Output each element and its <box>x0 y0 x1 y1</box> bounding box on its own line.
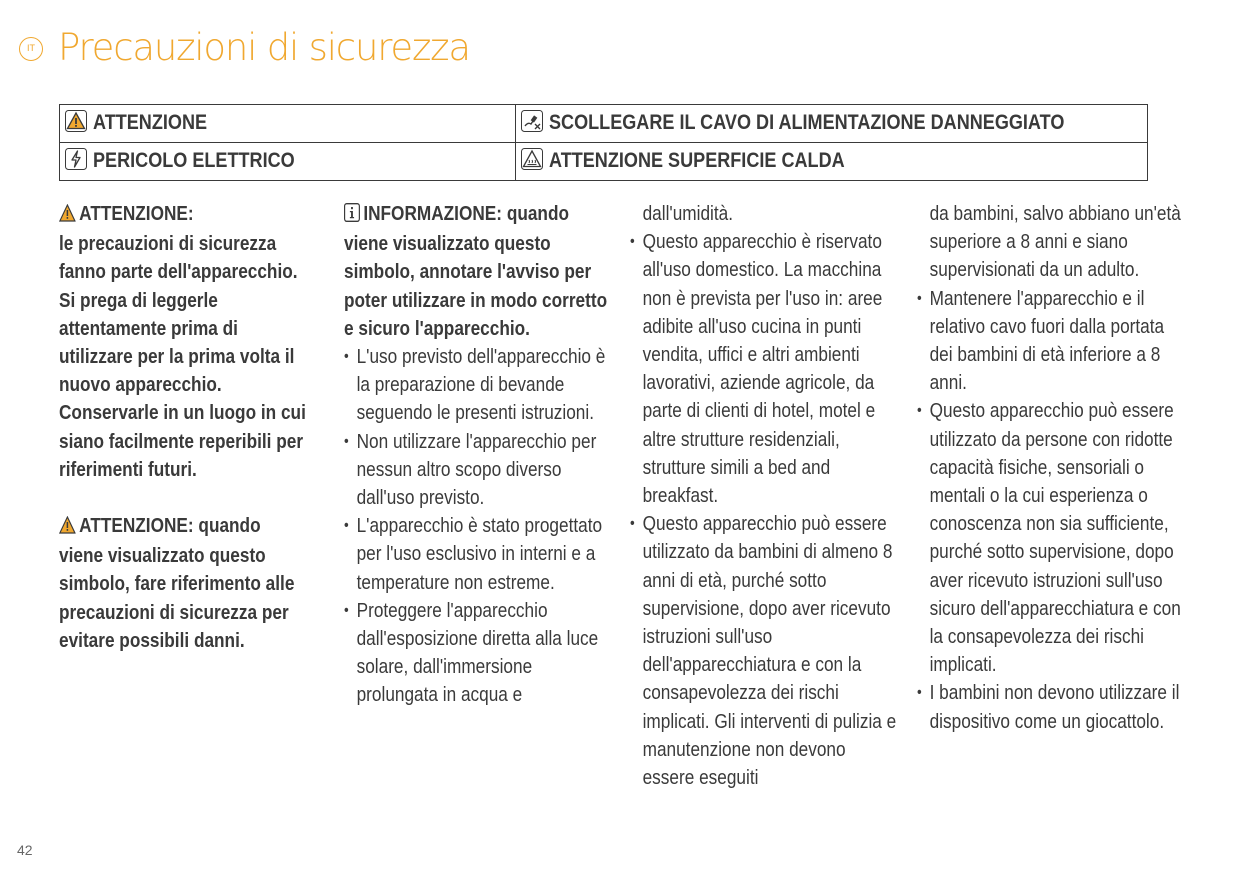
warning-block-1 <box>59 200 309 484</box>
legend-warning <box>60 105 516 143</box>
info-title: INFORMAZIONE: <box>363 202 503 225</box>
legend-row <box>60 143 1148 181</box>
symbol-legend-table <box>59 104 1148 181</box>
warning-triangle-icon <box>59 202 76 230</box>
hot-surface-icon <box>521 148 543 176</box>
continued-text: da bambini, salvo abbiano un'età superiore a 8 anni e siano supervisionati da un adulto. <box>929 202 1181 282</box>
legend-row <box>60 105 1148 143</box>
info-text: quando viene visualizzato questo simbolo, annotare l'avviso per poter utilizzare in modo corretto e sicuro l'apparecchio. <box>344 202 608 340</box>
warning-2-title: ATTENZIONE: <box>79 514 194 538</box>
continued-text: dall'umidità. <box>642 202 733 225</box>
column-1 <box>59 200 309 655</box>
warning-1-title: ATTENZIONE: <box>79 202 194 225</box>
warning-2-text: quando viene visualizzato questo simbolo, fare riferimento alle precauzioni di sicurezza per evitare possibili danni. <box>59 514 295 652</box>
legend-electric-label: PERICOLO ELETTRICO <box>93 148 295 172</box>
list-item: • Questo apparecchio può essere utilizzato da bambini di almeno 8 anni di età, purché sotto supervisione, dopo aver ricevuto istruzioni sull'uso dell'apparecchiatura e con la consapevolezza dei rischi implicati. Gli interventi di pulizia e manutenzione non devono essere eseguiti <box>630 510 900 792</box>
list-item: • Non utilizzare l'apparecchio per nessun altro scopo diverso dall'uso previsto. <box>344 428 616 513</box>
info-block <box>344 200 616 343</box>
warning-block-2 <box>59 512 309 655</box>
list-item: • Proteggere l'apparecchio dall'esposizione diretta alla luce solare, dall'immersione prolungata in acqua e <box>344 597 616 710</box>
page-number: 42 <box>17 842 33 858</box>
warning-triangle-icon <box>65 110 87 138</box>
warning-triangle-icon <box>59 514 76 542</box>
column-4 <box>917 200 1187 736</box>
list-item: • L'uso previsto dell'apparecchio è la preparazione di bevande seguendo le presenti istruzioni. <box>344 343 616 428</box>
list-item: • I bambini non devono utilizzare il dispositivo come un giocattolo. <box>917 679 1187 735</box>
legend-unplug-label: SCOLLEGARE IL CAVO DI ALIMENTAZIONE DANNEGGIATO <box>549 110 1065 134</box>
unplug-cable-icon <box>521 110 543 138</box>
list-item: • Questo apparecchio può essere utilizzato da persone con ridotte capacità fisiche, sensoriali o mentali o la cui esperienza o conoscenza non sia sufficiente, purché sotto supervisione, dopo aver ricevuto istruzioni sull'uso sicuro dell'apparecchiatura e con la consapevolezza dei rischi implicati. <box>917 397 1187 679</box>
column-2 <box>344 200 616 710</box>
legend-electric <box>60 143 516 181</box>
list-item: • Questo apparecchio è riservato all'uso domestico. La macchina non è prevista per l'uso in: aree adibite all'uso cucina in punti vendita, uffici e altri ambienti lavorativi, aziende agricole, da parte di clienti di hotel, motel e altre strutture residenziali, strutture simili a bed and breakfast. <box>630 228 900 510</box>
list-item: • Mantenere l'apparecchio e il relativo cavo fuori dalla portata dei bambini di età inferiore a 8 anni. <box>917 285 1187 398</box>
legend-hot-surface-label: ATTENZIONE SUPERFICIE CALDA <box>549 148 845 172</box>
column-3 <box>630 200 900 792</box>
warning-1-text: le precauzioni di sicurezza fanno parte dell'apparecchio. Si prega di leggerle attentamente prima di utilizzare per la prima volta il nuovo apparecchio. Conservarle in un luogo in cui siano facilmente reperibili per riferimenti futuri. <box>59 232 306 481</box>
electric-hazard-icon <box>65 148 87 176</box>
legend-warning-label: ATTENZIONE <box>93 110 208 134</box>
legend-hot-surface <box>516 143 1148 181</box>
language-badge: IT <box>19 37 43 61</box>
page-title: Precauzioni di sicurezza <box>58 26 470 69</box>
information-icon <box>344 202 360 230</box>
list-item: • L'apparecchio è stato progettato per l'uso esclusivo in interni e a temperature non estreme. <box>344 512 616 597</box>
legend-unplug <box>516 105 1148 143</box>
